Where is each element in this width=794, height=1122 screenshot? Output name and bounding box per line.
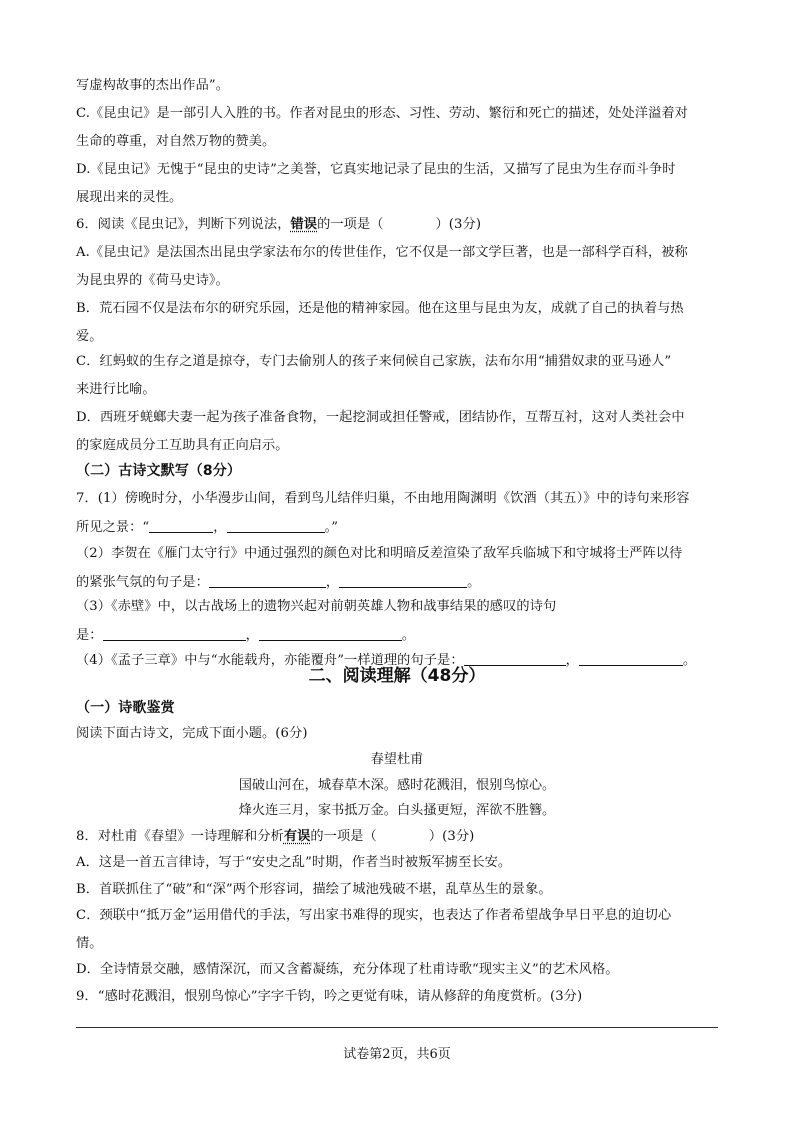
page-number: 试卷第2页，共6页 [343, 1047, 451, 1062]
emphasis-word: 错误 [290, 217, 318, 232]
question-6-text: 6．阅读《昆虫记》，判断下列说法， [76, 217, 291, 232]
question-7-1: 7．(1）傍晚时分，小华漫步山间，看到鸟儿结伴归巢，不由地用陶渊明《饮酒（其五）》中的诗句来形容 [76, 491, 690, 506]
question-7-3-blanks [76, 626, 415, 645]
option-d-line: D.《昆虫记》无愧于“昆虫的史诗”之美誉，它真实地记录了昆虫的生活，又描写了昆虫为生存而斗争时 [76, 162, 676, 177]
option-d-line: D．全诗情景交融，感情深沉，而又含蓄凝练，充分体现了杜甫诗歌“现实主义”的艺术风格。 [76, 962, 619, 977]
option-b-line: B．荒石园不仅是法布尔的研究乐园，还是他的精神家园。他在这里与昆虫为友，成就了自己的执着与热 [76, 301, 684, 316]
option-c-line: C.《昆虫记》是一部引人入胜的书。作者对昆虫的形态、习性、劳动、繁衍和死亡的描述，处处洋溢着对 [76, 106, 688, 121]
question-8-text: 的一项是（ [310, 829, 377, 844]
text-line: 爱。 [76, 329, 103, 344]
question-6 [76, 216, 481, 234]
closing-text: 。 [682, 653, 697, 668]
fill-blank[interactable] [103, 626, 246, 641]
separator: ， [325, 575, 340, 590]
option-a-line: A.《昆虫记》是法国杰出昆虫学家法布尔的传世佳作，它不仅是一部文学巨著，也是一部科学百科，被称 [76, 245, 688, 260]
poem-title: 春望杜甫 [370, 752, 424, 767]
section-heading: （二）古诗文默写（8分） [76, 463, 241, 479]
poem-line: 国破山河在，城春草木深。感时花溅泪，恨别鸟惊心。 [238, 778, 556, 793]
text-line: 写虚构故事的杰出作品”。 [76, 78, 230, 93]
poem-line: 烽火连三月，家书抵万金。白头搔更短，浑欲不胜簪。 [238, 803, 556, 818]
text-line: 生命的尊重，对自然万物的赞美。 [76, 134, 276, 149]
question-7-2-blanks [76, 573, 480, 592]
option-c-line: C．红蚂蚁的生存之道是掠夺，专门去偷别人的孩子来伺候自己家族，法布尔用“捕猎奴隶的亚马逊人” [76, 354, 672, 369]
question-6-text: 的一项是（ [317, 217, 384, 232]
text-line: 情。 [76, 936, 103, 951]
question-7-2: （2）李贺在《雁门太守行》中通过强烈的颜色对比和明暗反差渲染了敌军兵临城下和守城将士严阵以待 [76, 546, 683, 561]
text-line: 展现出来的灵性。 [76, 190, 183, 205]
question-9: 9．“感时花溅泪，恨别鸟惊心”字字千钧，吟之更觉有味，请从修辞的角度赏析。(3分) [76, 989, 583, 1004]
closing-text: 。 [401, 628, 416, 643]
option-b-line: B．首联抓住了“破”和“深”两个形容词，描绘了城池残破不堪，乱草丛生的景象。 [76, 882, 552, 897]
question-8-text: 8．对杜甫《春望》一诗理解和分析 [76, 829, 284, 844]
option-a-line: A．这是一首五言律诗，写于“安史之乱”时期，作者当时被叛军掳至长安。 [76, 855, 512, 870]
prompt-text: 所见之景：“ [76, 520, 150, 535]
separator: ， [245, 628, 259, 643]
closing-text: 。 [467, 575, 481, 590]
text-line: 来进行比喻。 [76, 382, 156, 397]
question-7-1-blanks [76, 518, 338, 537]
prompt-text: 的紧张气氛的句子是： [76, 575, 209, 590]
question-8 [76, 828, 474, 846]
fill-blank[interactable] [227, 518, 325, 533]
separator: ， [213, 520, 227, 535]
separator: ， [565, 653, 579, 668]
part-title: 二、阅读理解（48分） [308, 666, 486, 686]
footer-divider [76, 1027, 718, 1028]
fill-blank[interactable] [259, 626, 402, 641]
text-line: 的家庭成员分工互助具有正向启示。 [76, 438, 289, 453]
fill-blank[interactable] [209, 573, 326, 588]
question-8-score: ）(3分) [428, 829, 475, 844]
option-c-line: C．颈联中“抵万金”运用借代的手法，写出家书难得的现实，也表达了作者希望战争早日平息的迫切心 [76, 908, 672, 923]
prompt-text: 是： [76, 628, 103, 643]
closing-text: 。” [324, 520, 339, 535]
fill-blank[interactable] [339, 573, 467, 588]
instructions: 阅读下面古诗文，完成下面小题。(6分) [76, 726, 308, 741]
question-7-3: （3）《赤壁》中，以古战场上的遗物兴起对前朝英雄人物和战事结果的感叹的诗句 [76, 599, 557, 614]
text-line: 为昆虫界的《荷马史诗》。 [76, 273, 229, 288]
emphasis-word: 有误 [283, 829, 311, 844]
question-6-score: ）(3分) [435, 217, 482, 232]
subsection-heading: （一）诗歌鉴赏 [76, 700, 175, 716]
fill-blank[interactable] [149, 518, 213, 533]
option-d-line: D．西班牙蜣螂夫妻一起为孩子准备食物，一起挖洞或担任警戒，团结协作，互帮互衬，这对人类社会中 [76, 410, 685, 425]
prompt-text: （4）《孟子三章》中与“水能载舟，亦能覆舟”一样道理的句子是： [76, 653, 464, 668]
